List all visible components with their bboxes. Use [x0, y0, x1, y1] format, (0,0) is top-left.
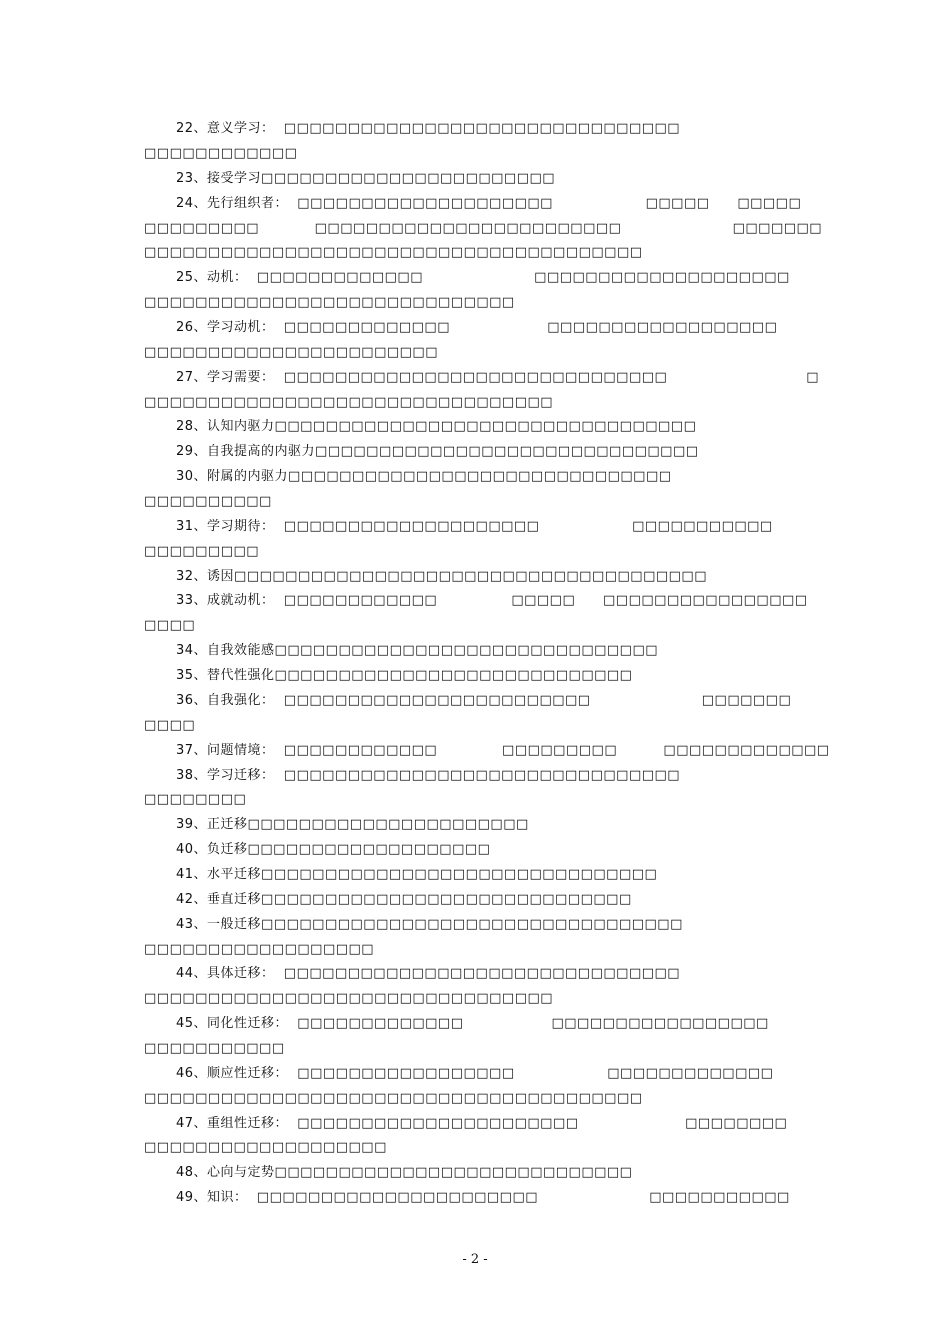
text-line: 33、成就动机： □□□□□□□□□□□□ □□□□□ □□□□□□□□□□□□□□□□: [176, 593, 808, 608]
text-line: 46、顺应性迁移： □□□□□□□□□□□□□□□□□ □□□□□□□□□□□□□: [176, 1066, 774, 1081]
text-line: 41、水平迁移□□□□□□□□□□□□□□□□□□□□□□□□□□□□□□□: [176, 867, 658, 882]
text-line: 37、问题情境： □□□□□□□□□□□□ □□□□□□□□□ □□□□□□□□□□□□□: [176, 743, 830, 758]
text-line: 42、垂直迁移□□□□□□□□□□□□□□□□□□□□□□□□□□□□□: [176, 892, 632, 907]
text-line: □□□□□□□□□□□□□□□□□□□□□□□□□□□□□□□□□□□□□□□: [144, 245, 643, 260]
text-line: □□□□□□□□□□□□□□□□□□: [144, 942, 375, 957]
text-line: 39、正迁移□□□□□□□□□□□□□□□□□□□□□□: [176, 817, 529, 832]
text-line: 24、先行组织者： □□□□□□□□□□□□□□□□□□□□ □□□□□ □□□□□: [176, 196, 802, 211]
text-line: 47、重组性迁移： □□□□□□□□□□□□□□□□□□□□□□ □□□□□□□□: [176, 1116, 788, 1131]
text-line: □□□□□□□□□□: [144, 494, 272, 509]
text-line: 25、动机： □□□□□□□□□□□□□ □□□□□□□□□□□□□□□□□□□□: [176, 270, 790, 285]
text-line: 27、学习需要： □□□□□□□□□□□□□□□□□□□□□□□□□□□□□□ □: [176, 370, 820, 385]
text-line: □□□□□□□□□□□□□□□□□□□□□□□□□□□□□: [144, 295, 515, 310]
text-line: 22、意义学习： □□□□□□□□□□□□□□□□□□□□□□□□□□□□□□□: [176, 121, 681, 136]
text-line: 45、同化性迁移： □□□□□□□□□□□□□ □□□□□□□□□□□□□□□□□: [176, 1016, 769, 1031]
text-line: □□□□□□□□□: [144, 544, 260, 559]
text-line: □□□□□□□□□□□□□□□□□□□□□□□□□□□□□□□□□□□□□□□: [144, 1091, 643, 1106]
text-line: □□□□□□□□□□□□□□□□□□□□□□□□□□□□□□□□: [144, 395, 554, 410]
text-line: 23、接受学习□□□□□□□□□□□□□□□□□□□□□□□: [176, 171, 556, 186]
text-line: 30、附属的内驱力□□□□□□□□□□□□□□□□□□□□□□□□□□□□□□: [176, 469, 672, 484]
text-line: 49、知识： □□□□□□□□□□□□□□□□□□□□□□ □□□□□□□□□□□: [176, 1190, 790, 1205]
page-number: - 2 -: [462, 1252, 488, 1267]
text-line: □□□□: [144, 718, 196, 733]
text-line: □□□□□□□□: [144, 792, 247, 807]
text-line: 35、替代性强化□□□□□□□□□□□□□□□□□□□□□□□□□□□□: [176, 668, 633, 683]
text-line: 32、诱因□□□□□□□□□□□□□□□□□□□□□□□□□□□□□□□□□□□□□: [176, 569, 708, 584]
text-line: 29、自我提高的内驱力□□□□□□□□□□□□□□□□□□□□□□□□□□□□□□: [176, 444, 699, 459]
text-line: □□□□□□□□□□□□□□□□□□□□□□□: [144, 345, 439, 360]
text-line: □□□□□□□□□□□□□□□□□□□: [144, 1140, 387, 1155]
text-line: 34、自我效能感□□□□□□□□□□□□□□□□□□□□□□□□□□□□□□: [176, 643, 659, 658]
text-line: 38、学习迁移： □□□□□□□□□□□□□□□□□□□□□□□□□□□□□□□: [176, 768, 681, 783]
text-line: □□□□□□□□□□□□□□□□□□□□□□□□□□□□□□□□: [144, 991, 554, 1006]
text-line: 48、心向与定势□□□□□□□□□□□□□□□□□□□□□□□□□□□□: [176, 1165, 633, 1180]
text-line: □□□□□□□□□□□: [144, 1041, 285, 1056]
text-line: 40、负迁移□□□□□□□□□□□□□□□□□□□: [176, 842, 491, 857]
text-line: 26、学习动机： □□□□□□□□□□□□□ □□□□□□□□□□□□□□□□□□: [176, 320, 778, 335]
text-line: □□□□: [144, 618, 196, 633]
text-line: 44、具体迁移： □□□□□□□□□□□□□□□□□□□□□□□□□□□□□□□: [176, 966, 681, 981]
text-line: 31、学习期待： □□□□□□□□□□□□□□□□□□□□ □□□□□□□□□□□: [176, 519, 773, 534]
text-line: 28、认知内驱力□□□□□□□□□□□□□□□□□□□□□□□□□□□□□□□□□: [176, 419, 697, 434]
text-line: □□□□□□□□□ □□□□□□□□□□□□□□□□□□□□□□□□ □□□□□□□: [144, 221, 823, 236]
text-line: 43、一般迁移□□□□□□□□□□□□□□□□□□□□□□□□□□□□□□□□□: [176, 917, 683, 932]
text-line: □□□□□□□□□□□□: [144, 146, 298, 161]
text-line: 36、自我强化： □□□□□□□□□□□□□□□□□□□□□□□□ □□□□□□□: [176, 693, 792, 708]
